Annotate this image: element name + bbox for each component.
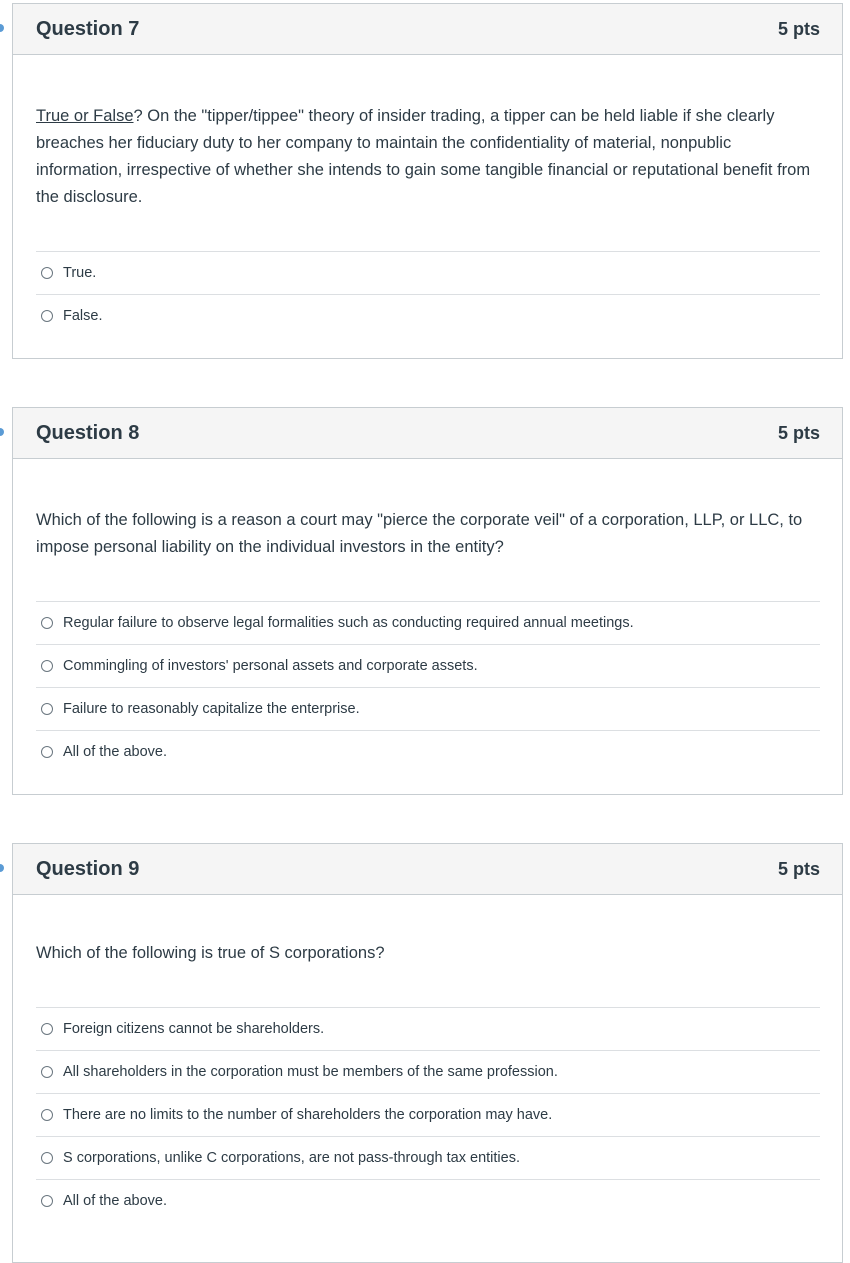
radio-button[interactable] <box>41 1195 53 1207</box>
answer-label: All shareholders in the corporation must be members of the same profession. <box>63 1064 558 1080</box>
question-text <box>36 103 820 211</box>
question-text: Which of the following is a reason a court may "pierce the corporate veil" of a corporation, LLP, or LLC, to impose personal liability on the individual investors in the entity? <box>36 511 803 556</box>
question-title: Question 8 <box>36 421 140 444</box>
radio-button[interactable] <box>41 746 53 758</box>
answer-option[interactable] <box>36 294 820 337</box>
answer-option[interactable] <box>36 1136 820 1179</box>
answer-label: There are no limits to the number of shareholders the corporation may have. <box>63 1107 553 1123</box>
question-flag-marker[interactable] <box>0 24 4 32</box>
radio-button[interactable] <box>41 310 53 322</box>
question-title: Question 9 <box>36 857 140 880</box>
radio-button[interactable] <box>41 703 53 715</box>
radio-button[interactable] <box>41 1109 53 1121</box>
answer-option[interactable] <box>36 601 820 644</box>
question-header <box>13 844 842 895</box>
answer-list <box>36 601 820 773</box>
radio-button[interactable] <box>41 1066 53 1078</box>
radio-button[interactable] <box>41 1152 53 1164</box>
answer-label: S corporations, unlike C corporations, are not pass-through tax entities. <box>63 1150 520 1166</box>
question-points: 5 pts <box>777 858 820 879</box>
answer-label: All of the above. <box>63 744 167 760</box>
radio-button[interactable] <box>41 267 53 279</box>
answer-option[interactable] <box>36 687 820 730</box>
answer-option[interactable] <box>36 251 820 294</box>
answer-label: Commingling of investors' personal assets and corporate assets. <box>63 658 478 674</box>
radio-button[interactable] <box>41 617 53 629</box>
question-text: Which of the following is true of S corporations? <box>36 944 385 962</box>
question-prompt: ? On the "tipper/tippee" theory of insider trading, a tipper can be held liable if she clearly breaches her fiduciary duty to her company to maintain the confidentiality of material, nonpublic information, irrespective of whether she intends to gain some tangible financial or reputational benefit from the disclosure. <box>36 107 811 206</box>
question-9 <box>12 843 843 1263</box>
answer-option[interactable] <box>36 1093 820 1136</box>
answer-label: Foreign citizens cannot be shareholders. <box>63 1021 325 1037</box>
answer-label: Regular failure to observe legal formalities such as conducting required annual meetings. <box>63 615 634 631</box>
answer-list <box>36 251 820 337</box>
answer-label: False. <box>63 308 103 324</box>
question-flag-marker[interactable] <box>0 428 4 436</box>
answer-option[interactable] <box>36 730 820 773</box>
answer-label: All of the above. <box>63 1193 167 1209</box>
question-7 <box>12 3 843 359</box>
radio-button[interactable] <box>41 1023 53 1035</box>
answer-label: Failure to reasonably capitalize the enterprise. <box>63 701 360 717</box>
radio-button[interactable] <box>41 660 53 672</box>
answer-list <box>36 1007 820 1222</box>
question-8 <box>12 407 843 795</box>
answer-label: True. <box>63 265 97 281</box>
question-points: 5 pts <box>777 18 820 39</box>
answer-option[interactable] <box>36 644 820 687</box>
answer-option[interactable] <box>36 1179 820 1222</box>
true-or-false-label: True or False <box>36 107 134 125</box>
question-title: Question 7 <box>36 17 140 40</box>
question-points: 5 pts <box>777 422 820 443</box>
question-header <box>13 4 842 55</box>
answer-option[interactable] <box>36 1007 820 1050</box>
answer-option[interactable] <box>36 1050 820 1093</box>
question-flag-marker[interactable] <box>0 864 4 872</box>
question-header <box>13 408 842 459</box>
